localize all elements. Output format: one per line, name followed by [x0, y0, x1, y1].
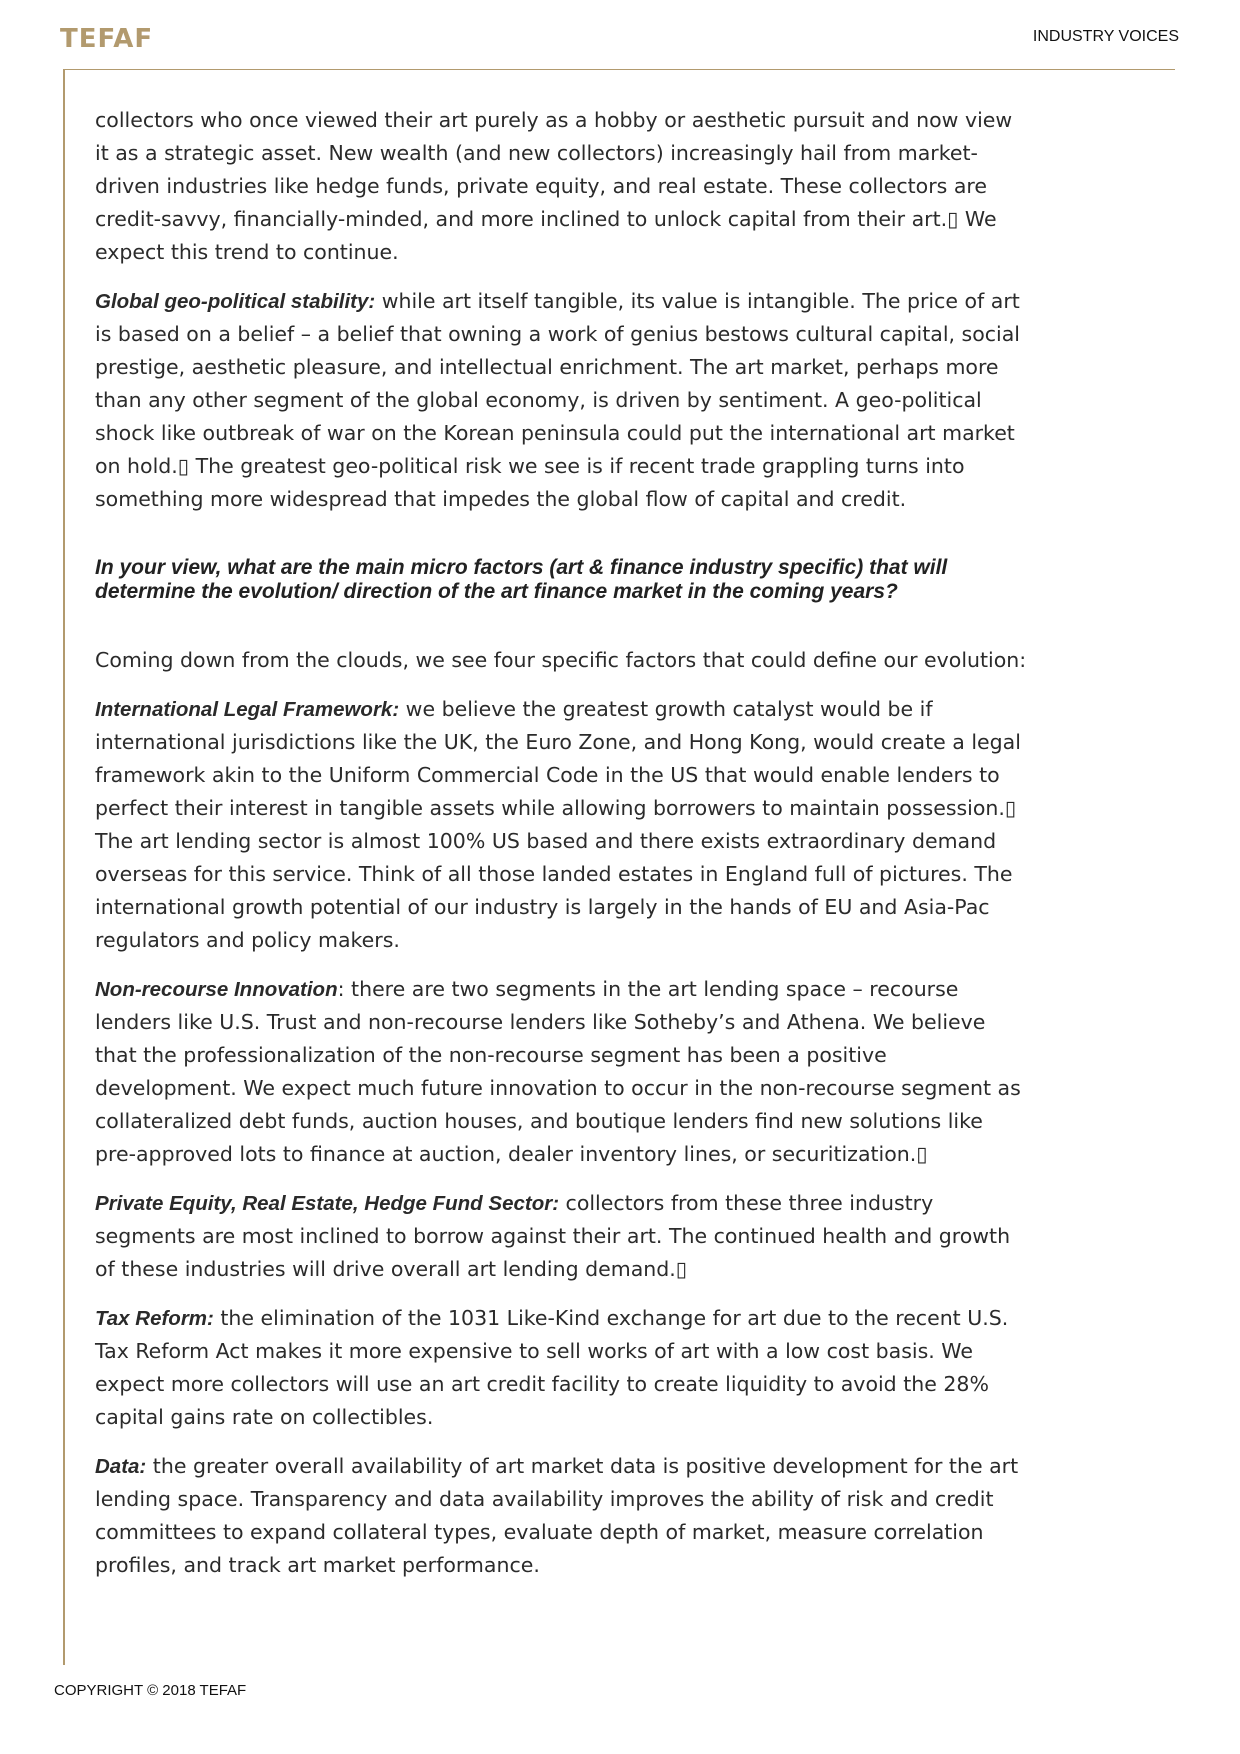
paragraph-non-recourse	[95, 973, 1030, 1171]
paragraph-answer-intro: Coming down from the clouds, we see four specific factors that could define our evolution:	[95, 648, 1027, 672]
lead-private-equity: Private Equity, Real Estate, Hedge Fund Sector:	[95, 1192, 560, 1215]
copyright-footer: COPYRIGHT © 2018 TEFAF	[54, 1682, 247, 1699]
body-data: the greater overall availability of art market data is positive development for the art lending space. Transparency and data availability improves the ability of risk and credit committees to expand collateral types, evaluate depth of market, measure correlation profiles, and track art market performance.	[95, 1454, 1019, 1577]
paragraph-intro: collectors who once viewed their art purely as a hobby or aesthetic pursuit and now view it as a strategic asset. New wealth (and new collectors) increasingly hail from market-driven industries like hedge funds, private equity, and real estate. These collectors are credit-savvy, financially-minded, and more inclined to unlock capital from their art.▯ We expect this trend to continue.	[95, 108, 1013, 264]
paragraph-private-equity	[95, 1187, 1030, 1286]
body-non-recourse: : there are two segments in the art lending space – recourse lenders like U.S. Trust and non-recourse lenders like Sotheby’s and Athena. We believe that the professionalization of the non-recourse segment has been a positive development. We expect much future innovation to occur in the non-recourse segment as collateralized debt funds, auction houses, and boutique lenders find new solutions like pre-approved lots to finance at auction, dealer inventory lines, or securitization.▯	[95, 977, 1021, 1166]
lead-non-recourse: Non-recourse Innovation	[95, 978, 338, 1001]
section-label: INDUSTRY VOICES	[1032, 28, 1179, 45]
lead-geo-political: Global geo-political stability:	[95, 290, 376, 313]
lead-legal-framework: International Legal Framework:	[95, 698, 400, 721]
side-divider	[63, 69, 65, 1665]
paragraph-data	[95, 1450, 1030, 1582]
header-divider	[65, 69, 1175, 70]
brand-logo: TEFAF	[60, 24, 154, 54]
body-tax-reform: the elimination of the 1031 Like-Kind exchange for art due to the recent U.S. Tax Reform Act makes it more expensive to sell works of art with a low cost basis. We expect more collectors will use an art credit facility to create liquidity to avoid the 28% capital gains rate on collectibles.	[95, 1306, 1009, 1429]
body-private-equity: collectors from these three industry segments are most inclined to borrow against their art. The continued health and growth of these industries will drive overall art lending demand.▯	[95, 1191, 1011, 1281]
article-body	[95, 104, 1030, 1598]
lead-data: Data:	[95, 1455, 147, 1478]
interview-question: In your view, what are the main micro factors (art & finance industry specific) that will determine the evolution/ direction of the art finance market in the coming years?	[95, 556, 948, 603]
paragraph-tax-reform	[95, 1302, 1030, 1434]
lead-tax-reform: Tax Reform:	[95, 1307, 214, 1330]
body-legal-framework: we believe the greatest growth catalyst would be if international jurisdictions like the UK, the Euro Zone, and Hong Kong, would create a legal framework akin to the Uniform Commercial Code in the US that would enable lenders to perfect their interest in tangible assets while allowing borrowers to maintain possession.▯ The art lending sector is almost 100% US based and there exists extraordinary demand overseas for this service. Think of all those landed estates in England full of pictures. The international growth potential of our industry is largely in the hands of EU and Asia-Pac regulators and policy makers.	[95, 697, 1021, 952]
paragraph-legal-framework	[95, 693, 1030, 957]
paragraph-geo-political	[95, 285, 1030, 516]
body-geo-political: while art itself tangible, its value is intangible. The price of art is based on a belief – a belief that owning a work of genius bestows cultural capital, social prestige, aesthetic pleasure, and intellectual enrichment. The art market, perhaps more than any other segment of the global economy, is driven by sentiment. A geo-political shock like outbreak of war on the Korean peninsula could put the international art market on hold.▯ The greatest geo-political risk we see is if recent trade grappling turns into something more widespread that impedes the global flow of capital and credit.	[95, 289, 1020, 511]
